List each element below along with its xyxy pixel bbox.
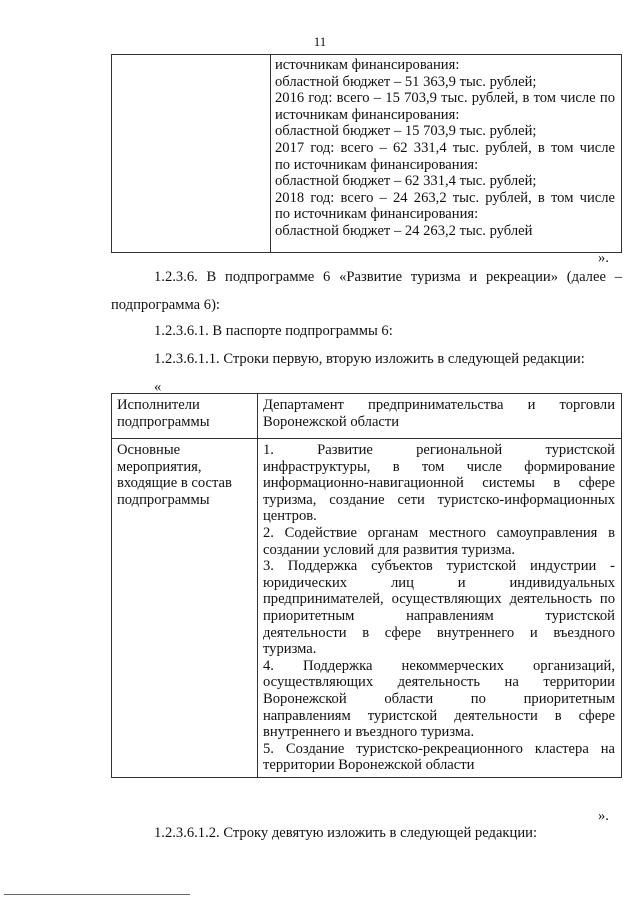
value-line: 2. Содействие органам местного самоуправления в	[263, 524, 615, 541]
financing-table-value-cell	[271, 55, 622, 253]
financing-line: источникам финансирования:	[275, 106, 460, 123]
financing-line: 2018 год: всего – 24 263,2 тыс. рублей, в том числе	[275, 189, 615, 206]
passport-table	[111, 393, 622, 778]
value-line: направлениям туристской деятельности в сфере	[263, 707, 615, 724]
value-line: 4. Поддержка некоммерческих организаций,	[263, 657, 615, 674]
paragraph-rows-1-2: 1.2.3.6.1.1. Строки первую, вторую изложить в следующей редакции:	[154, 351, 585, 367]
value-line: 1. Развитие региональной туристской	[263, 442, 615, 458]
paragraph-row-9: 1.2.3.6.1.2. Строку девятую изложить в следующей редакции:	[154, 825, 537, 841]
paragraph-passport: 1.2.3.6.1. В паспорте подпрограммы 6:	[154, 323, 393, 339]
financing-line: 2016 год: всего – 15 703,9 тыс. рублей, в том числе по	[275, 90, 615, 107]
value-line: центров.	[263, 508, 317, 525]
label-line: входящие в состав	[117, 475, 232, 492]
value-line: создании условий для развития туризма.	[263, 541, 516, 558]
value-line: 3. Поддержка субъектов туристской индустрии -	[263, 558, 615, 575]
financing-line: по источникам финансирования:	[275, 206, 479, 223]
financing-table-continuation	[111, 54, 622, 253]
value-line: предпринимателей, осуществляющих деятельность по	[263, 591, 615, 608]
financing-line: областной бюджет – 24 263,2 тыс. рублей	[275, 222, 533, 239]
financing-line: областной бюджет – 51 363,9 тыс. рублей;	[275, 73, 537, 90]
label-line: подпрограммы	[117, 413, 210, 430]
value-line: территории Воронежской области	[263, 757, 475, 774]
financing-table-label-cell	[112, 55, 271, 253]
row-label-executors	[112, 394, 258, 439]
financing-line: источникам финансирования:	[275, 57, 460, 73]
paragraph-line: подпрограмма 6):	[111, 296, 220, 313]
row-value-main-activities	[258, 439, 622, 778]
financing-line: по источникам финансирования:	[275, 156, 479, 173]
value-line: Воронежской области по приоритетным	[263, 690, 615, 707]
closing-quote: ».	[598, 808, 609, 824]
value-line: внутреннего и въездного туризма.	[263, 724, 475, 741]
table-row	[112, 439, 622, 778]
value-line: туризма, создание сети туристско-информационных	[263, 491, 615, 508]
value-line: 5. Создание туристско-рекреационного кластера на	[263, 740, 615, 757]
value-line: Воронежской области	[263, 413, 400, 430]
table-row	[112, 394, 622, 439]
value-line: приоритетным направлениям туристской	[263, 607, 615, 624]
closing-quote: ».	[598, 250, 609, 266]
value-line: информационно-навигационной системы в сфере	[263, 475, 615, 492]
financing-line: областной бюджет – 15 703,9 тыс. рублей;	[275, 123, 537, 140]
label-line: мероприятия,	[117, 458, 202, 475]
financing-line: 2017 год: всего – 62 331,4 тыс. рублей, в том числе	[275, 139, 615, 156]
value-line: юридических лиц и индивидуальных	[263, 574, 615, 591]
page-number: 11	[313, 34, 327, 49]
value-line: деятельности в сфере внутреннего и въездного	[263, 624, 615, 641]
opening-quote: «	[154, 379, 162, 395]
footnote-rule	[4, 894, 190, 895]
value-line: туризма.	[263, 641, 317, 658]
label-line: подпрограммы	[117, 491, 210, 508]
value-line: Департамент предпринимательства и торговли	[263, 397, 615, 413]
label-line: Исполнители	[117, 397, 200, 413]
paragraph-line: 1.2.3.6. В подпрограмме 6 «Развитие туризма и рекреации» (далее –	[154, 269, 622, 285]
value-line: осуществляющих деятельность на территории	[263, 674, 615, 691]
row-value-executors	[258, 394, 622, 439]
paragraph-subprogram-6	[111, 269, 622, 313]
label-line: Основные	[117, 442, 181, 458]
row-label-main-activities	[112, 439, 258, 778]
financing-line: областной бюджет – 62 331,4 тыс. рублей;	[275, 173, 537, 190]
value-line: инфраструктуры, в том числе формирование	[263, 458, 615, 475]
